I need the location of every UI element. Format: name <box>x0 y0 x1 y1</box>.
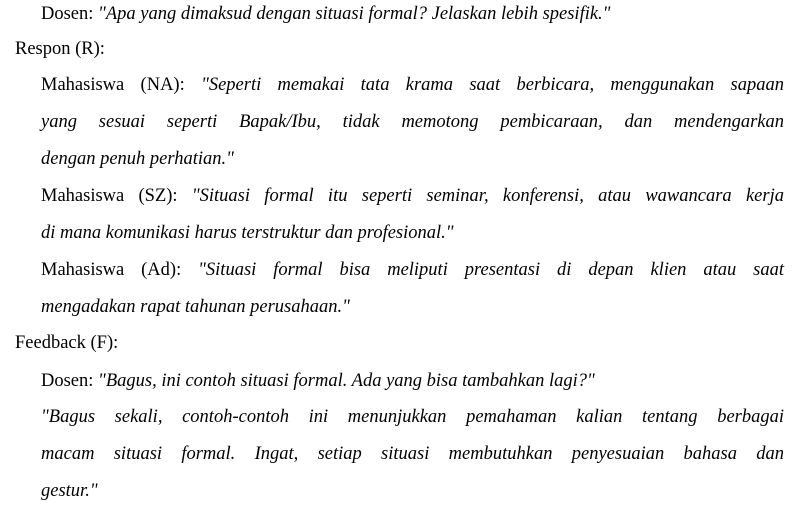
feedback-paragraph-line-1: "Bagus sekali, contoh-contoh ini menunjukkan pemahaman kalian tentang berbagai <box>41 407 784 427</box>
sz-response-line-2: di mana komunikasi harus terstruktur dan profesional." <box>41 223 454 243</box>
quote-text: "Bagus, ini contoh situasi formal. Ada yang bisa tambahkan lagi?" <box>98 371 595 391</box>
respon-heading: Respon (R): <box>15 39 105 59</box>
speaker-label: Mahasiswa (NA): <box>41 75 202 95</box>
feedback-heading: Feedback (F): <box>15 333 119 353</box>
dosen-question-line <box>41 3 610 25</box>
dosen-feedback-line <box>41 370 595 392</box>
quote-text: "Situasi formal itu seperti seminar, konferensi, atau wawancara kerja <box>191 186 784 206</box>
quote-text: "Seperti memakai tata krama saat berbicara, menggunakan sapaan <box>201 75 784 95</box>
speaker-label: Mahasiswa (SZ): <box>41 186 192 206</box>
na-response-line-1 <box>41 74 784 96</box>
speaker-label: Dosen: <box>41 4 99 24</box>
sz-response-line-1 <box>41 185 784 207</box>
ad-response-line-2: mengadakan rapat tahunan perusahaan." <box>41 297 350 317</box>
quote-text: "Situasi formal bisa meliputi presentasi di depan klien atau saat <box>198 260 784 280</box>
speaker-label: Mahasiswa (Ad): <box>41 260 199 280</box>
na-response-line-2: yang sesuai seperti Bapak/Ibu, tidak memotong pembicaraan, dan mendengarkan <box>41 112 784 132</box>
quote-text: "Apa yang dimaksud dengan situasi formal? Jelaskan lebih spesifik." <box>98 4 611 24</box>
speaker-label: Dosen: <box>41 371 99 391</box>
ad-response-line-1 <box>41 259 784 281</box>
feedback-paragraph-line-2: macam situasi formal. Ingat, setiap situasi membutuhkan penyesuaian bahasa dan <box>41 444 784 464</box>
na-response-line-3: dengan penuh perhatian." <box>41 149 234 169</box>
feedback-paragraph-line-3: gestur." <box>41 481 98 501</box>
